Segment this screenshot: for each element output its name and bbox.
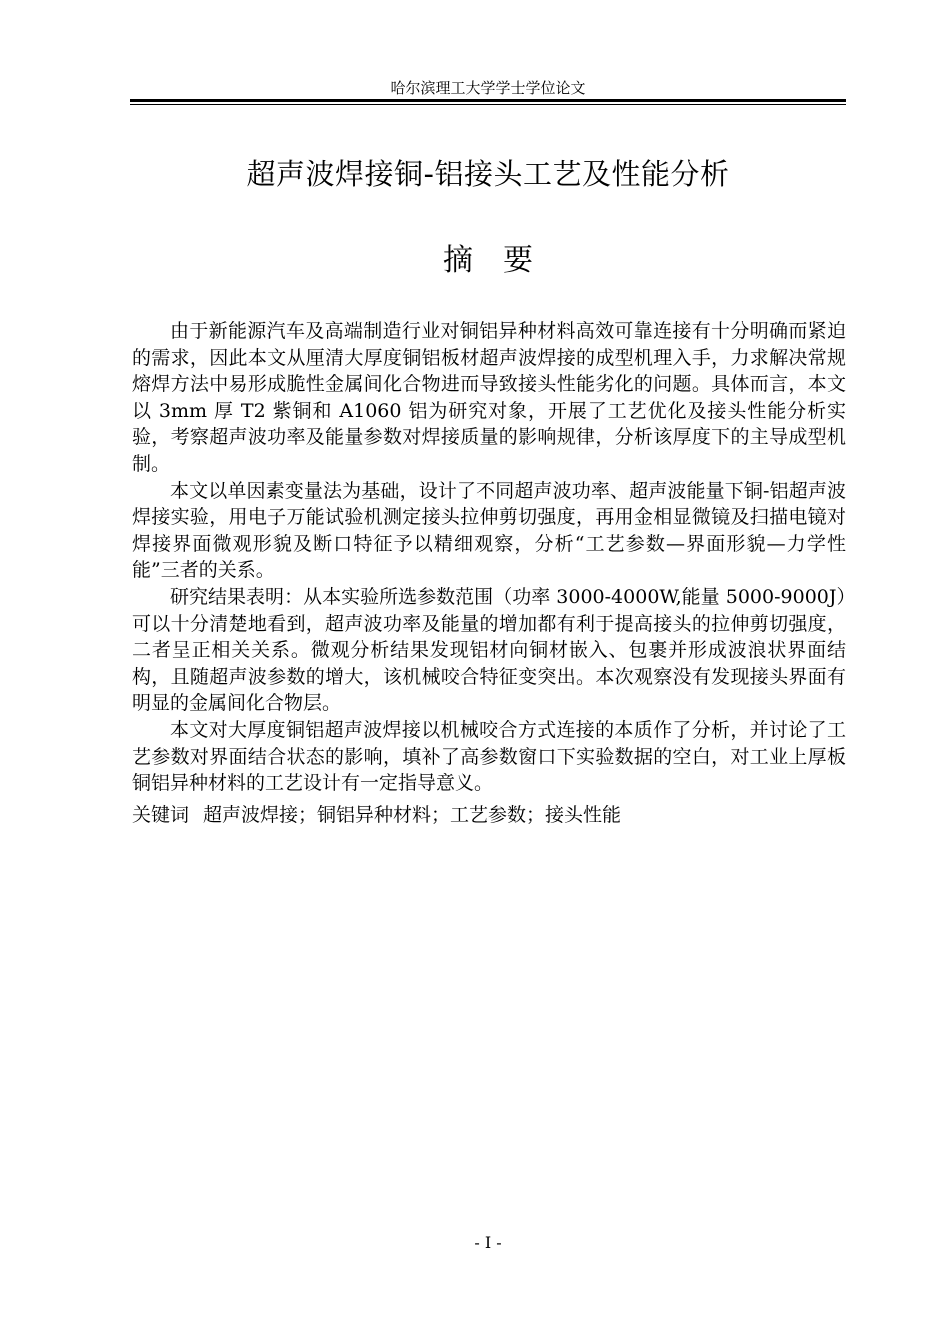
keywords-line (132, 801, 846, 829)
abstract-paragraph-3: 研究结果表明：从本实验所选参数范围（功率 3000-4000W,能量 5000-9000J）可以十分清楚地看到，超声波功率及能量的增加都有利于提高接头的拉伸剪切强度，二者呈正相关关系。微观分析结果发现铝材向铜材嵌入、包裹并形成波浪状界面结构，且随超声波参数的增大，该机械咬合特征变突出。本次观察没有发现接头界面有明显的金属间化合物层。 (132, 585, 846, 715)
paper-title: 超声波焊接铜-铝接头工艺及性能分析 (246, 157, 730, 191)
abstract-paragraph-4: 本文对大厚度铜铝超声波焊接以机械咬合方式连接的本质作了分析，并讨论了工艺参数对界面结合状态的影响，填补了高参数窗口下实验数据的空白，对工业上厚板铜铝异种材料的工艺设计有一定指导意义。 (132, 718, 846, 795)
header-rule-thin (130, 104, 846, 105)
running-header: 哈尔滨理工大学学士学位论文 (390, 79, 586, 97)
abstract-paragraph-1: 由于新能源汽车及高端制造行业对铜铝异种材料高效可靠连接有十分明确而紧迫的需求，因此本文从厘清大厚度铜铝板材超声波焊接的成型机理入手，力求解决常规熔焊方法中易形成脆性金属间化合物进而导致接头性能劣化的问题。具体而言，本文以 3mm 厚 T2 紫铜和 A1060 铝为研究对象，开展了工艺优化及接头性能分析实验，考察超声波功率及能量参数对焊接质量的影响规律，分析该厚度下的主导成型机制。 (132, 320, 846, 475)
keywords-text: 超声波焊接；铜铝异种材料；工艺参数；接头性能 (203, 804, 622, 826)
page-number: - I - (474, 1233, 502, 1252)
header-rule-thick (130, 99, 846, 102)
abstract-heading: 摘要 (443, 243, 563, 278)
abstract-paragraph-2: 本文以单因素变量法为基础，设计了不同超声波功率、超声波能量下铜-铝超声波焊接实验，用电子万能试验机测定接头拉伸剪切强度，再用金相显微镜及扫描电镜对焊接界面微观形貌及断口特征予以精细观察，分析“工艺参数—界面形貌—力学性能”三者的关系。 (132, 479, 846, 582)
keywords-label: 关键词 (132, 804, 190, 826)
abstract-body (132, 318, 846, 797)
